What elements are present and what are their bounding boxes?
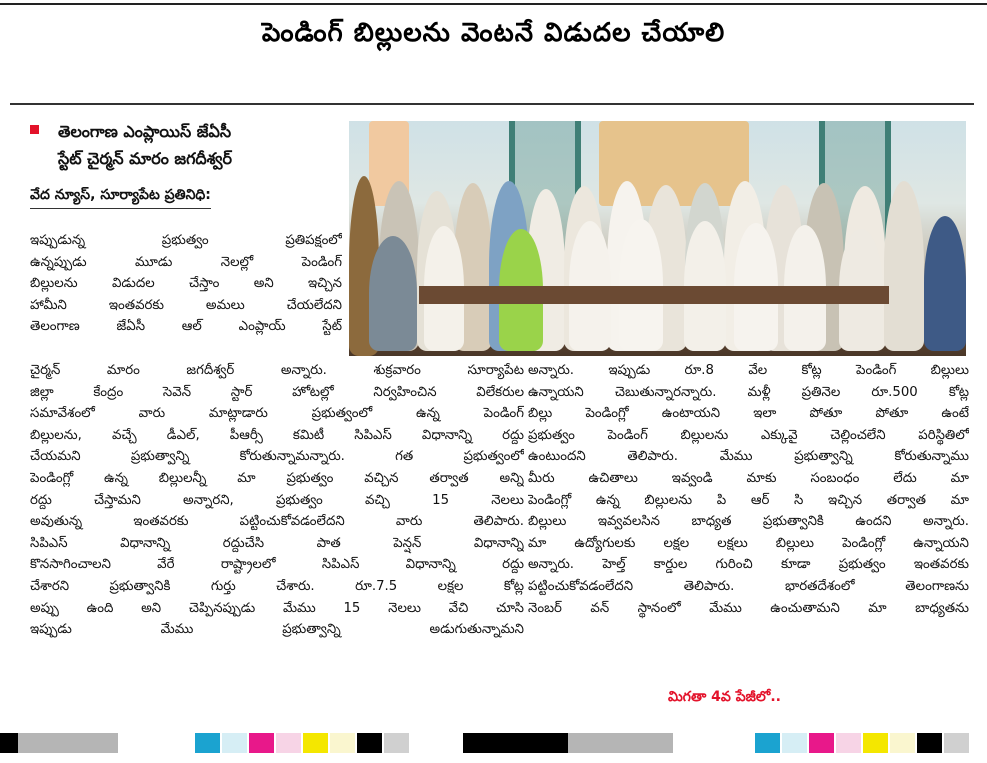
color-bar-swatch bbox=[755, 733, 780, 753]
color-bar-swatch bbox=[890, 733, 915, 753]
color-bar-swatch bbox=[18, 733, 118, 753]
text-line: చేశారని ప్రభుత్వానికి గుర్తు చేశారు. రూ.7.5 లక్షల కోట్ల bbox=[30, 578, 524, 594]
subhead-line: తెలంగాణ ఎంప్లాయిస్ జేఏసీ bbox=[58, 122, 232, 141]
text-line: రద్దు చేస్తామని అన్నారని, ప్రభుత్వం వచ్చి 15 నెలలు bbox=[30, 492, 524, 508]
text-line: సమావేశంలో వారు మాట్లాడారు ప్రభుత్వంలో ఉన్న పెండింగ్ bbox=[30, 406, 524, 422]
color-bar-swatch bbox=[357, 733, 382, 753]
text-line: ఉన్నప్పుడు మూడు నెలల్లో పెండింగ్ bbox=[30, 254, 342, 270]
text-line: మీరు ఉచితాలు ఇవ్వండి మాకు సంబంధం లేదు మా bbox=[528, 470, 969, 486]
color-bar-swatch bbox=[568, 733, 673, 753]
text-line: హామీని ఇంతవరకు అమలు చేయలేదని bbox=[30, 297, 342, 313]
headline: పెండింగ్ బిల్లులను వెంటనే విడుదల చేయాలి bbox=[261, 18, 726, 48]
text-line: ఇప్పుడు మేము ప్రభుత్వాన్ని అడుగుతున్నామని bbox=[30, 622, 524, 638]
text-line: ఇప్పుడున్న ప్రభుత్వం ప్రతిపక్షంలో bbox=[30, 233, 342, 248]
text-line: మా ఉద్యోగులకు లక్షల లక్షలు బిల్లులు పెండింగ్లో ఉన్నాయని bbox=[528, 535, 969, 551]
text-line: అన్నారు. ఇప్పుడు రూ.8 వేల కోట్ల పెండింగ్ బిల్లులు bbox=[528, 363, 969, 378]
text-line: నెంబర్ వన్ స్థానంలో మేము ఉంచుతామని మా బాధ్యతను bbox=[528, 600, 969, 616]
body-text-col2 bbox=[528, 360, 969, 619]
text-line: ఉన్నాయని చెబుతున్నారన్నారు. మళ్లీ ప్రతినెల రూ.500 కోట్ల bbox=[528, 384, 969, 400]
person bbox=[369, 236, 417, 351]
color-bar-swatch bbox=[330, 733, 355, 753]
text-line: అన్నారు. హెల్త్ కార్డుల గురించి కూడా ప్రభుత్వం ఇంతవరకు bbox=[528, 557, 969, 573]
color-bar-swatch bbox=[195, 733, 220, 753]
text-line: చైర్మన్ మారం జగదీశ్వర్ అన్నారు. శుక్రవారం సూర్యాపేట bbox=[30, 363, 524, 378]
news-photo bbox=[349, 121, 966, 356]
color-bar-swatch bbox=[463, 733, 568, 753]
text-line: జిల్లా కేంద్రం సెవెన్ స్టార్ హోటల్లో నిర్వహించిన విలేకరుల bbox=[30, 384, 524, 400]
text-line: ప్రభుత్వం పెండింగ్ బిల్లులను ఎక్కువై చెల్లించలేని పరిస్థితిలో bbox=[528, 427, 969, 443]
color-bar-swatch bbox=[303, 733, 328, 753]
text-line: బిల్లులు ఇవ్వవలసిన బాధ్యత ప్రభుత్వానికి ఉందని అన్నారు. bbox=[528, 514, 969, 530]
dateline: వేద న్యూస్, సూర్యాపేట ప్రతినిధి: bbox=[30, 187, 211, 209]
color-bar-swatch bbox=[782, 733, 807, 753]
top-rule bbox=[0, 3, 987, 5]
continued-on-page-note: మిగతా 4వ పేజీలో.. bbox=[668, 689, 781, 705]
person bbox=[884, 181, 924, 351]
text-line: బిల్లు పెండింగ్లో ఉంటాయని ఇలా పోతూ పోతూ ఉంటే bbox=[528, 406, 969, 422]
subhead bbox=[30, 118, 340, 172]
text-line: చేయమని ప్రభుత్వాన్ని కోరుతున్నామన్నారు. గత ప్రభుత్వంలో bbox=[30, 449, 524, 465]
text-line: పెండింగ్లో ఉన్న బిల్లులను పి ఆర్ సి ఇచ్చిన తర్వాత మా bbox=[528, 492, 969, 508]
color-bar-swatch bbox=[249, 733, 274, 753]
color-bar-swatch bbox=[863, 733, 888, 753]
headline-rule bbox=[10, 103, 974, 105]
person bbox=[619, 219, 663, 351]
color-bar-swatch bbox=[836, 733, 861, 753]
text-line: కొనసాగించాలని వేరే రాష్ట్రాలలో సిపిఎస్ విధానాన్ని రద్దు bbox=[30, 557, 524, 573]
color-bar-swatch bbox=[0, 733, 18, 753]
text-line: అప్పు ఉంది అని చెప్పినప్పుడు మేము 15 నెలలు వేచి చూసి bbox=[30, 600, 524, 616]
color-bar-swatch bbox=[276, 733, 301, 753]
table bbox=[419, 286, 889, 304]
person bbox=[924, 216, 966, 351]
text-line: సిపిఎస్ విధానాన్ని రద్దుచేసి పాత పెన్షన్ విధానాన్ని bbox=[30, 535, 524, 551]
text-line: పట్టించుకోవడంలేదని తెలిపారు. భారతదేశంలో తెలంగాణను bbox=[528, 578, 969, 594]
text-line: బిల్లులను, వచ్చే డీఎల్, పీఆర్సీ కమిటీ సిపిఎస్ విధానాన్ని రద్దు bbox=[30, 427, 524, 443]
body-text-col1-bottom bbox=[30, 360, 524, 641]
text-line: తెలంగాణ జేఏసీ ఆల్ ఎంప్లాయ్ స్టేట్ bbox=[30, 319, 342, 335]
color-bar-swatch bbox=[809, 733, 834, 753]
color-bar-swatch bbox=[944, 733, 969, 753]
body-text-col1-top bbox=[30, 230, 342, 338]
color-bar-swatch bbox=[384, 733, 409, 753]
color-bar-swatch bbox=[917, 733, 942, 753]
text-line: బిల్లులను విడుదల చేస్తాం అని ఇచ్చిన bbox=[30, 276, 342, 292]
text-line: పెండింగ్లో ఉన్న బిల్లులన్నీ మా ప్రభుత్వం వచ్చిన తర్వాత అన్ని bbox=[30, 470, 524, 486]
subhead-line: స్టేట్ చైర్మన్ మారం జగదీశ్వర్ bbox=[58, 149, 232, 168]
color-bar-swatch bbox=[222, 733, 247, 753]
text-line: ఉంటుందని తెలిపారు. మేము ప్రభుత్వాన్ని కోరుతున్నాము bbox=[528, 449, 969, 465]
text-line: అవుతున్న ఇంతవరకు పట్టించుకోవడంలేదని వారు తెలిపారు. bbox=[30, 514, 524, 530]
red-bullet-icon bbox=[30, 125, 39, 134]
